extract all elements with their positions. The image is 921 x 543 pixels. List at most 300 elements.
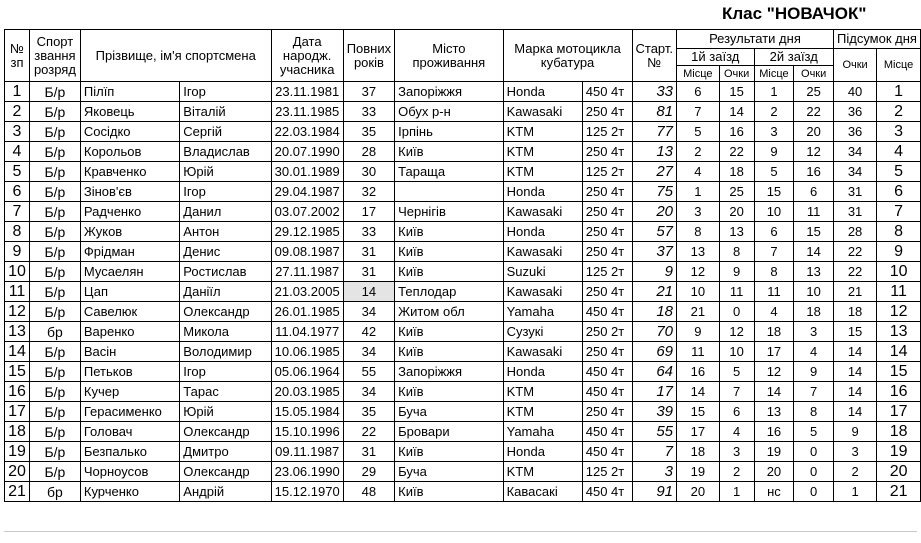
header-bike: Марка мотоцикла кубатура xyxy=(503,30,632,82)
cell-rank: Б/р xyxy=(29,82,80,102)
cell-total-points: 2 xyxy=(833,462,876,482)
header-race2-points: Очки xyxy=(794,66,834,82)
cell-engine: 450 4т xyxy=(582,382,632,402)
cell-birth-date: 20.07.1990 xyxy=(271,142,343,162)
table-row xyxy=(5,462,921,482)
cell-total-points: 14 xyxy=(833,402,876,422)
cell-engine: 250 4т xyxy=(582,242,632,262)
cell-total-points: 14 xyxy=(833,382,876,402)
cell-first-name: Владислав xyxy=(180,142,271,162)
cell-race1-place: 13 xyxy=(677,242,720,262)
cell-total-place: 7 xyxy=(877,202,921,222)
cell-city: Буча xyxy=(395,462,503,482)
cell-city: Київ xyxy=(395,322,503,342)
cell-race1-points: 15 xyxy=(719,82,754,102)
cell-race1-points: 9 xyxy=(719,262,754,282)
cell-first-name: Олександр xyxy=(180,462,271,482)
cell-age: 55 xyxy=(343,362,394,382)
cell-first-name: Денис xyxy=(180,242,271,262)
cell-start-number: 21 xyxy=(632,282,677,302)
cell-bike-brand: Kawasaki xyxy=(503,282,582,302)
cell-bike-brand: KTM xyxy=(503,122,582,142)
table-row xyxy=(5,442,921,462)
cell-race2-place: 19 xyxy=(754,442,794,462)
cell-birth-date: 23.11.1981 xyxy=(271,82,343,102)
header-race1: 1й заїзд xyxy=(677,49,755,66)
cell-race1-place: 18 xyxy=(677,442,720,462)
cell-engine: 125 2т xyxy=(582,162,632,182)
cell-birth-date: 03.07.2002 xyxy=(271,202,343,222)
cell-city: Київ xyxy=(395,242,503,262)
table-row xyxy=(5,182,921,202)
cell-age: 30 xyxy=(343,162,394,182)
cell-age: 28 xyxy=(343,142,394,162)
cell-bike-brand: Suzuki xyxy=(503,262,582,282)
header-dob: Дата народж. учасника xyxy=(271,30,343,82)
cell-bike-brand: KTM xyxy=(503,402,582,422)
cell-rank: Б/р xyxy=(29,302,80,322)
cell-number: 18 xyxy=(5,422,30,442)
cell-race1-place: 10 xyxy=(677,282,720,302)
cell-rank: Б/р xyxy=(29,362,80,382)
cell-engine: 125 2т xyxy=(582,122,632,142)
cell-race1-place: 15 xyxy=(677,402,720,422)
cell-birth-date: 23.06.1990 xyxy=(271,462,343,482)
cell-rank: Б/р xyxy=(29,102,80,122)
cell-first-name: Микола xyxy=(180,322,271,342)
cell-last-name: Петьков xyxy=(80,362,179,382)
cell-age: 35 xyxy=(343,402,394,422)
cell-race2-place: 7 xyxy=(754,242,794,262)
cell-first-name: Юрій xyxy=(180,162,271,182)
cell-total-points: 21 xyxy=(833,282,876,302)
cell-race1-place: 11 xyxy=(677,342,720,362)
cell-rank: Б/р xyxy=(29,462,80,482)
cell-bike-brand: Honda xyxy=(503,362,582,382)
header-total: Підсумок дня xyxy=(833,30,920,49)
cell-race1-place: 4 xyxy=(677,162,720,182)
cell-first-name: Олександр xyxy=(180,302,271,322)
cell-last-name: Зінов'єв xyxy=(80,182,179,202)
cell-total-place: 21 xyxy=(877,482,921,502)
cell-start-number: 81 xyxy=(632,102,677,122)
cell-race1-points: 18 xyxy=(719,162,754,182)
cell-start-number: 9 xyxy=(632,262,677,282)
table-row xyxy=(5,222,921,242)
cell-last-name: Герасименко xyxy=(80,402,179,422)
cell-city: Бровари xyxy=(395,422,503,442)
cell-total-place: 6 xyxy=(877,182,921,202)
table-row xyxy=(5,162,921,182)
cell-engine: 250 4т xyxy=(582,402,632,422)
cell-birth-date: 10.06.1985 xyxy=(271,342,343,362)
cell-age: 22 xyxy=(343,422,394,442)
cell-race2-place: нс xyxy=(754,482,794,502)
cell-engine: 250 4т xyxy=(582,282,632,302)
cell-race2-points: 5 xyxy=(794,422,834,442)
cell-start-number: 33 xyxy=(632,82,677,102)
cell-last-name: Сосідко xyxy=(80,122,179,142)
cell-first-name: Антон xyxy=(180,222,271,242)
cell-race1-place: 5 xyxy=(677,122,720,142)
cell-engine: 250 4т xyxy=(582,142,632,162)
cell-city: Київ xyxy=(395,382,503,402)
header-total-points: Очки xyxy=(833,49,876,82)
table-row xyxy=(5,122,921,142)
cell-city: Ірпінь xyxy=(395,122,503,142)
cell-number: 9 xyxy=(5,242,30,262)
cell-total-place: 20 xyxy=(877,462,921,482)
cell-bike-brand: Кавасакі xyxy=(503,482,582,502)
cell-race2-place: 3 xyxy=(754,122,794,142)
cell-last-name: Цап xyxy=(80,282,179,302)
cell-bike-brand: KTM xyxy=(503,142,582,162)
cell-total-points: 18 xyxy=(833,302,876,322)
cell-rank: Б/р xyxy=(29,342,80,362)
cell-first-name: Дмитро xyxy=(180,442,271,462)
cell-last-name: Варенко xyxy=(80,322,179,342)
cell-race2-points: 13 xyxy=(794,262,834,282)
cell-race1-points: 20 xyxy=(719,202,754,222)
cell-city: Буча xyxy=(395,402,503,422)
cell-city: Тараща xyxy=(395,162,503,182)
cell-last-name: Кучер xyxy=(80,382,179,402)
cell-age: 31 xyxy=(343,442,394,462)
cell-birth-date: 05.06.1964 xyxy=(271,362,343,382)
cell-age: 29 xyxy=(343,462,394,482)
cell-last-name: Безпалько xyxy=(80,442,179,462)
cell-start-number: 7 xyxy=(632,442,677,462)
table-row xyxy=(5,482,921,502)
cell-total-points: 22 xyxy=(833,262,876,282)
cell-number: 15 xyxy=(5,362,30,382)
cell-first-name: Володимир xyxy=(180,342,271,362)
cell-race2-place: 9 xyxy=(754,142,794,162)
table-row xyxy=(5,142,921,162)
cell-age: 37 xyxy=(343,82,394,102)
cell-first-name: Ігор xyxy=(180,182,271,202)
cell-total-place: 17 xyxy=(877,402,921,422)
cell-engine: 450 4т xyxy=(582,482,632,502)
cell-race2-place: 13 xyxy=(754,402,794,422)
cell-number: 13 xyxy=(5,322,30,342)
cell-birth-date: 29.12.1985 xyxy=(271,222,343,242)
cell-race2-place: 10 xyxy=(754,202,794,222)
header-num: № зп xyxy=(5,30,30,82)
cell-last-name: Головач xyxy=(80,422,179,442)
cell-rank: Б/р xyxy=(29,162,80,182)
cell-total-place: 10 xyxy=(877,262,921,282)
cell-start-number: 91 xyxy=(632,482,677,502)
cell-start-number: 17 xyxy=(632,382,677,402)
cell-total-place: 14 xyxy=(877,342,921,362)
cell-race2-points: 15 xyxy=(794,222,834,242)
cell-number: 7 xyxy=(5,202,30,222)
cell-race2-place: 11 xyxy=(754,282,794,302)
cell-race1-place: 7 xyxy=(677,102,720,122)
cell-rank: Б/р xyxy=(29,222,80,242)
cell-birth-date: 30.01.1989 xyxy=(271,162,343,182)
cell-birth-date: 09.11.1987 xyxy=(271,442,343,462)
cell-last-name: Чорноусов xyxy=(80,462,179,482)
cell-race2-points: 7 xyxy=(794,382,834,402)
cell-age: 17 xyxy=(343,202,394,222)
cell-race1-points: 10 xyxy=(719,342,754,362)
cell-city: Київ xyxy=(395,222,503,242)
table-row xyxy=(5,202,921,222)
cell-total-place: 3 xyxy=(877,122,921,142)
cell-race2-points: 25 xyxy=(794,82,834,102)
cell-age: 33 xyxy=(343,222,394,242)
cell-total-points: 34 xyxy=(833,142,876,162)
cell-race2-place: 6 xyxy=(754,222,794,242)
cell-city: Житом обл xyxy=(395,302,503,322)
table-row xyxy=(5,82,921,102)
cell-race2-place: 16 xyxy=(754,422,794,442)
cell-race2-place: 17 xyxy=(754,342,794,362)
cell-total-points: 31 xyxy=(833,202,876,222)
cell-birth-date: 23.11.1985 xyxy=(271,102,343,122)
cell-number: 21 xyxy=(5,482,30,502)
cell-total-place: 9 xyxy=(877,242,921,262)
cell-last-name: Курченко xyxy=(80,482,179,502)
cell-race1-points: 22 xyxy=(719,142,754,162)
cell-race2-points: 0 xyxy=(794,442,834,462)
cell-race1-points: 12 xyxy=(719,322,754,342)
cell-engine: 450 4т xyxy=(582,422,632,442)
cell-rank: Б/р xyxy=(29,282,80,302)
cell-first-name: Юрій xyxy=(180,402,271,422)
cell-total-points: 36 xyxy=(833,102,876,122)
table-row xyxy=(5,362,921,382)
cell-number: 16 xyxy=(5,382,30,402)
cell-race1-place: 16 xyxy=(677,362,720,382)
cell-start-number: 64 xyxy=(632,362,677,382)
cell-race2-points: 3 xyxy=(794,322,834,342)
cell-race2-place: 12 xyxy=(754,362,794,382)
cell-race1-points: 6 xyxy=(719,402,754,422)
cell-bike-brand: KTM xyxy=(503,462,582,482)
cell-race2-points: 14 xyxy=(794,242,834,262)
cell-total-points: 40 xyxy=(833,82,876,102)
cell-race2-place: 15 xyxy=(754,182,794,202)
cell-race1-points: 11 xyxy=(719,282,754,302)
table-row xyxy=(5,422,921,442)
cell-number: 5 xyxy=(5,162,30,182)
header-city: Місто проживання xyxy=(395,30,503,82)
cell-last-name: Савелюк xyxy=(80,302,179,322)
cell-start-number: 75 xyxy=(632,182,677,202)
cell-number: 17 xyxy=(5,402,30,422)
cell-race1-place: 12 xyxy=(677,262,720,282)
cell-race2-points: 0 xyxy=(794,462,834,482)
header-rank: Спорт звання розряд xyxy=(29,30,80,82)
cell-start-number: 55 xyxy=(632,422,677,442)
cell-engine: 125 2т xyxy=(582,462,632,482)
cell-age: 34 xyxy=(343,382,394,402)
cell-engine: 250 4т xyxy=(582,222,632,242)
cell-age: 32 xyxy=(343,182,394,202)
header-start: Старт. № xyxy=(632,30,677,82)
cell-race2-points: 20 xyxy=(794,122,834,142)
cell-bike-brand: Kawasaki xyxy=(503,202,582,222)
cell-number: 3 xyxy=(5,122,30,142)
cell-total-points: 28 xyxy=(833,222,876,242)
cell-total-place: 11 xyxy=(877,282,921,302)
cell-rank: Б/р xyxy=(29,242,80,262)
cell-first-name: Олександр xyxy=(180,422,271,442)
cell-race1-points: 2 xyxy=(719,462,754,482)
cell-total-place: 15 xyxy=(877,362,921,382)
cell-race2-place: 2 xyxy=(754,102,794,122)
cell-age: 31 xyxy=(343,262,394,282)
cell-total-place: 12 xyxy=(877,302,921,322)
cell-race1-points: 13 xyxy=(719,222,754,242)
cell-total-place: 1 xyxy=(877,82,921,102)
cell-start-number: 70 xyxy=(632,322,677,342)
cell-number: 14 xyxy=(5,342,30,362)
cell-last-name: Васін xyxy=(80,342,179,362)
cell-birth-date: 15.12.1970 xyxy=(271,482,343,502)
cell-race1-points: 16 xyxy=(719,122,754,142)
cell-total-points: 3 xyxy=(833,442,876,462)
cell-total-place: 19 xyxy=(877,442,921,462)
cell-last-name: Жуков xyxy=(80,222,179,242)
cell-first-name: Тарас xyxy=(180,382,271,402)
cell-number: 6 xyxy=(5,182,30,202)
cell-bike-brand: Honda xyxy=(503,222,582,242)
table-row xyxy=(5,262,921,282)
cell-rank: Б/р xyxy=(29,262,80,282)
cell-rank: Б/р xyxy=(29,422,80,442)
cell-total-place: 4 xyxy=(877,142,921,162)
cell-last-name: Яковець xyxy=(80,102,179,122)
cell-bike-brand: Kawasaki xyxy=(503,342,582,362)
cell-race1-place: 8 xyxy=(677,222,720,242)
cell-total-points: 22 xyxy=(833,242,876,262)
cell-race2-points: 8 xyxy=(794,402,834,422)
cell-start-number: 27 xyxy=(632,162,677,182)
cell-number: 20 xyxy=(5,462,30,482)
cell-city: Київ xyxy=(395,482,503,502)
cell-bike-brand: Kawasaki xyxy=(503,242,582,262)
cell-race2-points: 0 xyxy=(794,482,834,502)
cell-engine: 450 4т xyxy=(582,442,632,462)
cell-race2-place: 8 xyxy=(754,262,794,282)
cell-race2-points: 18 xyxy=(794,302,834,322)
header-age: Повних років xyxy=(343,30,394,82)
cell-total-place: 13 xyxy=(877,322,921,342)
cell-age: 33 xyxy=(343,102,394,122)
cell-race2-place: 14 xyxy=(754,382,794,402)
cell-city: Київ xyxy=(395,442,503,462)
cell-last-name: Мусаелян xyxy=(80,262,179,282)
cell-age: 14 xyxy=(343,282,394,302)
cell-race2-place: 18 xyxy=(754,322,794,342)
header-race2: 2й заїзд xyxy=(754,49,833,66)
cell-race1-points: 25 xyxy=(719,182,754,202)
class-title: Клас "НОВАЧОК" xyxy=(722,4,867,23)
table-row xyxy=(5,242,921,262)
cell-race2-points: 16 xyxy=(794,162,834,182)
header-name: Прізвище, ім'я спортсмена xyxy=(80,30,271,82)
cell-total-place: 8 xyxy=(877,222,921,242)
results-table xyxy=(4,29,921,502)
cell-race2-points: 6 xyxy=(794,182,834,202)
cell-race1-place: 3 xyxy=(677,202,720,222)
cell-engine: 250 2т xyxy=(582,322,632,342)
cell-total-points: 15 xyxy=(833,322,876,342)
cell-birth-date: 22.03.1984 xyxy=(271,122,343,142)
cell-age: 35 xyxy=(343,122,394,142)
cell-first-name: Ростислав xyxy=(180,262,271,282)
cell-race1-place: 20 xyxy=(677,482,720,502)
cell-bike-brand: Yamaha xyxy=(503,302,582,322)
cell-birth-date: 20.03.1985 xyxy=(271,382,343,402)
cell-start-number: 18 xyxy=(632,302,677,322)
cell-rank: Б/р xyxy=(29,382,80,402)
cell-city xyxy=(395,182,503,202)
cell-engine: 450 4т xyxy=(582,82,632,102)
cell-engine: 250 4т xyxy=(582,342,632,362)
cell-first-name: Андрій xyxy=(180,482,271,502)
cell-last-name: Кравченко xyxy=(80,162,179,182)
cell-bike-brand: Honda xyxy=(503,182,582,202)
cell-bike-brand: KTM xyxy=(503,162,582,182)
cell-birth-date: 15.10.1996 xyxy=(271,422,343,442)
cell-birth-date: 11.04.1977 xyxy=(271,322,343,342)
cell-last-name: Фрідман xyxy=(80,242,179,262)
cell-start-number: 57 xyxy=(632,222,677,242)
cell-bike-brand: Kawasaki xyxy=(503,102,582,122)
cell-rank: Б/р xyxy=(29,142,80,162)
sheet-bottom-gridline xyxy=(4,531,917,543)
table-row xyxy=(5,382,921,402)
table-row xyxy=(5,342,921,362)
cell-first-name: Ігор xyxy=(180,362,271,382)
cell-number: 12 xyxy=(5,302,30,322)
cell-race2-points: 22 xyxy=(794,102,834,122)
cell-engine: 125 2т xyxy=(582,262,632,282)
cell-first-name: Ігор xyxy=(180,82,271,102)
cell-birth-date: 26.01.1985 xyxy=(271,302,343,322)
cell-total-points: 1 xyxy=(833,482,876,502)
cell-first-name: Данил xyxy=(180,202,271,222)
table-row xyxy=(5,302,921,322)
cell-last-name: Пілїп xyxy=(80,82,179,102)
cell-race1-place: 2 xyxy=(677,142,720,162)
cell-city: Обух р-н xyxy=(395,102,503,122)
cell-race1-place: 1 xyxy=(677,182,720,202)
cell-engine: 250 4т xyxy=(582,102,632,122)
cell-race2-points: 12 xyxy=(794,142,834,162)
cell-start-number: 77 xyxy=(632,122,677,142)
cell-start-number: 39 xyxy=(632,402,677,422)
cell-age: 31 xyxy=(343,242,394,262)
cell-race1-points: 5 xyxy=(719,362,754,382)
cell-race1-place: 14 xyxy=(677,382,720,402)
cell-total-points: 34 xyxy=(833,162,876,182)
cell-first-name: Сергій xyxy=(180,122,271,142)
cell-race2-place: 4 xyxy=(754,302,794,322)
cell-total-points: 36 xyxy=(833,122,876,142)
cell-city: Запоріжжя xyxy=(395,362,503,382)
cell-birth-date: 21.03.2005 xyxy=(271,282,343,302)
cell-race1-points: 4 xyxy=(719,422,754,442)
cell-rank: Б/р xyxy=(29,122,80,142)
cell-age: 48 xyxy=(343,482,394,502)
cell-start-number: 13 xyxy=(632,142,677,162)
